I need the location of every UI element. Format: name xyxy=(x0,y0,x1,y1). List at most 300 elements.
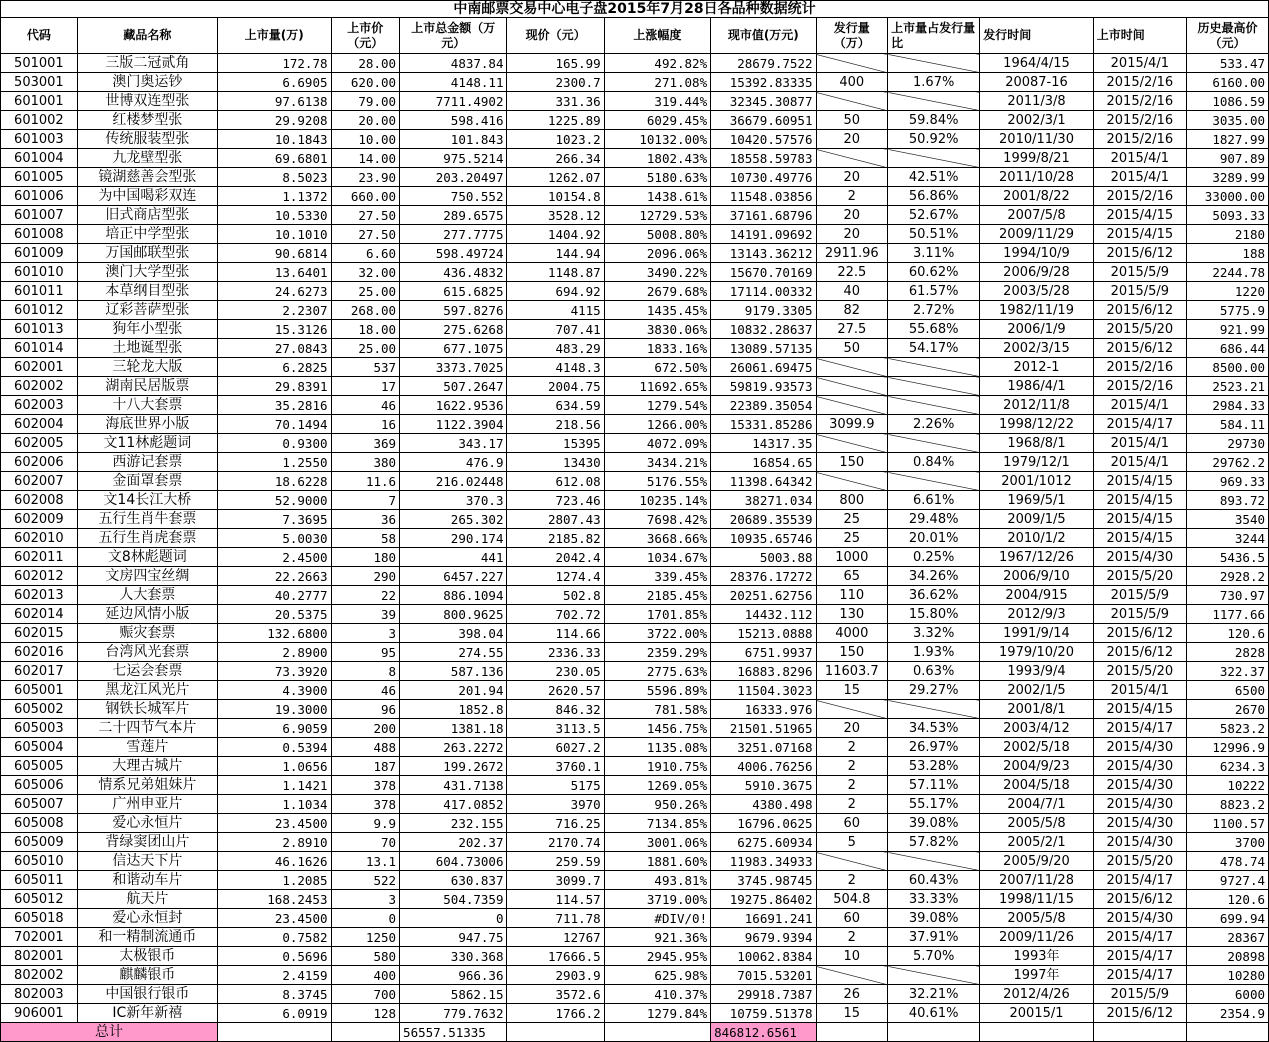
cell-listed-amount: 4837.84 xyxy=(400,54,507,73)
cell-listed-amount: 431.7138 xyxy=(400,776,507,795)
cell-code: 601010 xyxy=(1,263,78,282)
cell-rise: 3001.06% xyxy=(604,833,710,852)
cell-current-price: 114.57 xyxy=(507,890,604,909)
cell-listed-price: 268.00 xyxy=(331,301,400,320)
cell-issue-qty: 40 xyxy=(816,282,888,301)
cell-issue-date: 1986/4/1 xyxy=(980,377,1094,396)
cell-name: 台湾风光套票 xyxy=(77,643,217,662)
table-row xyxy=(1,833,1269,852)
cell-listing-date: 2015/5/9 xyxy=(1093,605,1186,624)
header-history-high: 历史最高价（元） xyxy=(1186,18,1268,54)
cell-issue-qty xyxy=(816,700,888,719)
header-listing-date: 上市时间 xyxy=(1093,18,1186,54)
cell-rise: 950.26% xyxy=(604,795,710,814)
cell-name: 传统服装型张 xyxy=(77,130,217,149)
cell-listed-qty: 10.1010 xyxy=(217,225,331,244)
cell-listing-date: 2015/2/16 xyxy=(1093,187,1186,206)
cell-code: 601007 xyxy=(1,206,78,225)
cell-issue-date: 2002/5/18 xyxy=(980,738,1094,757)
cell-listed-amount: 779.7632 xyxy=(400,1004,507,1023)
cell-market-value: 11548.03856 xyxy=(711,187,816,206)
cell-code: 605002 xyxy=(1,700,78,719)
cell-listing-date: 2015/6/12 xyxy=(1093,301,1186,320)
cell-market-value: 13089.57135 xyxy=(711,339,816,358)
cell-issue-date: 1991/9/14 xyxy=(980,624,1094,643)
cell-history-high: 2354.9 xyxy=(1186,1004,1268,1023)
cell-code: 605001 xyxy=(1,681,78,700)
cell-ratio: 56.86% xyxy=(888,187,980,206)
cell-rise: 672.50% xyxy=(604,358,710,377)
cell-ratio: 2.72% xyxy=(888,301,980,320)
cell-issue-qty: 800 xyxy=(816,491,888,510)
cell-rise: 1269.05% xyxy=(604,776,710,795)
cell-name: 中国银行银币 xyxy=(77,985,217,1004)
cell-code: 602004 xyxy=(1,415,78,434)
table-row xyxy=(1,985,1269,1004)
cell-rise: 1456.75% xyxy=(604,719,710,738)
cell-listed-amount: 1381.18 xyxy=(400,719,507,738)
cell-name: 五行生肖虎套票 xyxy=(77,529,217,548)
cell-listed-qty: 2.4500 xyxy=(217,548,331,567)
cell-issue-qty: 25 xyxy=(816,510,888,529)
cell-issue-qty: 15 xyxy=(816,681,888,700)
cell-listed-amount: 417.0852 xyxy=(400,795,507,814)
cell-listed-price: 20.00 xyxy=(331,111,400,130)
cell-name: 红楼梦型张 xyxy=(77,111,217,130)
cell-issue-date: 1993/9/4 xyxy=(980,662,1094,681)
cell-market-value: 15331.85286 xyxy=(711,415,816,434)
cell-rise: 1279.54% xyxy=(604,396,710,415)
cell-history-high: 3289.99 xyxy=(1186,168,1268,187)
cell-history-high: 584.11 xyxy=(1186,415,1268,434)
cell-code: 602016 xyxy=(1,643,78,662)
cell-listed-amount: 202.37 xyxy=(400,833,507,852)
table-row xyxy=(1,130,1269,149)
header-code: 代码 xyxy=(1,18,78,54)
table-row xyxy=(1,890,1269,909)
cell-listed-amount: 398.04 xyxy=(400,624,507,643)
cell-ratio xyxy=(888,54,980,73)
cell-history-high: 29730 xyxy=(1186,434,1268,453)
cell-listed-qty: 2.2307 xyxy=(217,301,331,320)
cell-market-value: 17114.00332 xyxy=(711,282,816,301)
cell-ratio: 34.53% xyxy=(888,719,980,738)
cell-issue-qty: 25 xyxy=(816,529,888,548)
table-row xyxy=(1,700,1269,719)
cell-history-high: 5775.9 xyxy=(1186,301,1268,320)
header-listed-qty: 上市量(万) xyxy=(217,18,331,54)
cell-rise: 492.82% xyxy=(604,54,710,73)
cell-code: 605008 xyxy=(1,814,78,833)
cell-history-high: 5823.2 xyxy=(1186,719,1268,738)
cell-issue-qty xyxy=(816,149,888,168)
cell-history-high: 5093.33 xyxy=(1186,206,1268,225)
table-row xyxy=(1,263,1269,282)
cell-rise: 11692.65% xyxy=(604,377,710,396)
cell-rise: 781.58% xyxy=(604,700,710,719)
cell-listed-price: 1250 xyxy=(331,928,400,947)
cell-name: 土地诞型张 xyxy=(77,339,217,358)
table-row xyxy=(1,529,1269,548)
cell-issue-qty: 20 xyxy=(816,168,888,187)
cell-issue-date: 1979/10/20 xyxy=(980,643,1094,662)
cell-listed-amount: 3373.7025 xyxy=(400,358,507,377)
cell-name: 文房四宝丝绸 xyxy=(77,567,217,586)
cell-listing-date: 2015/2/16 xyxy=(1093,111,1186,130)
cell-listed-price: 522 xyxy=(331,871,400,890)
cell-rise: 3830.06% xyxy=(604,320,710,339)
cell-name: 麒麟银币 xyxy=(77,966,217,985)
cell-listing-date: 2015/6/12 xyxy=(1093,339,1186,358)
cell-listing-date: 2015/4/30 xyxy=(1093,814,1186,833)
cell-listed-amount: 277.7775 xyxy=(400,225,507,244)
cell-listed-amount: 5862.15 xyxy=(400,985,507,1004)
cell-rise: 2679.68% xyxy=(604,282,710,301)
cell-issue-qty xyxy=(816,966,888,985)
cell-history-high: 20898 xyxy=(1186,947,1268,966)
cell-issue-date: 2003/5/28 xyxy=(980,282,1094,301)
cell-rise: #DIV/0! xyxy=(604,909,710,928)
cell-name: 大理古城片 xyxy=(77,757,217,776)
cell-issue-date: 2012/4/26 xyxy=(980,985,1094,1004)
cell-listed-price: 660.00 xyxy=(331,187,400,206)
cell-ratio: 0.63% xyxy=(888,662,980,681)
cell-listing-date: 2015/4/17 xyxy=(1093,947,1186,966)
total-empty xyxy=(507,1023,604,1042)
cell-current-price: 1274.4 xyxy=(507,567,604,586)
cell-listed-price: 11.6 xyxy=(331,472,400,491)
table-row xyxy=(1,225,1269,244)
total-listed-amount: 56557.51335 xyxy=(400,1023,507,1042)
cell-history-high: 120.6 xyxy=(1186,890,1268,909)
cell-code: 602005 xyxy=(1,434,78,453)
cell-name: 文8林彪题词 xyxy=(77,548,217,567)
cell-issue-date: 20087-16 xyxy=(980,73,1094,92)
cell-listing-date: 2015/6/12 xyxy=(1093,624,1186,643)
cell-market-value: 10420.57576 xyxy=(711,130,816,149)
cell-listing-date: 2015/4/17 xyxy=(1093,415,1186,434)
cell-name: 和一精制流通币 xyxy=(77,928,217,947)
cell-listing-date: 2015/4/1 xyxy=(1093,54,1186,73)
cell-listing-date: 2015/2/16 xyxy=(1093,377,1186,396)
cell-code: 605007 xyxy=(1,795,78,814)
cell-market-value: 10832.28637 xyxy=(711,320,816,339)
cell-code: 601011 xyxy=(1,282,78,301)
cell-issue-date: 1998/11/15 xyxy=(980,890,1094,909)
cell-rise: 3434.21% xyxy=(604,453,710,472)
cell-issue-date: 2004/915 xyxy=(980,586,1094,605)
cell-listed-amount: 370.3 xyxy=(400,491,507,510)
cell-rise: 3722.00% xyxy=(604,624,710,643)
cell-code: 602002 xyxy=(1,377,78,396)
cell-code: 602008 xyxy=(1,491,78,510)
cell-issue-qty: 2 xyxy=(816,928,888,947)
cell-history-high: 478.74 xyxy=(1186,852,1268,871)
cell-issue-date: 2011/10/28 xyxy=(980,168,1094,187)
cell-market-value: 3745.98745 xyxy=(711,871,816,890)
cell-name: IC新年新禧 xyxy=(77,1004,217,1023)
cell-issue-qty: 60 xyxy=(816,909,888,928)
cell-rise: 339.45% xyxy=(604,567,710,586)
cell-current-price: 3099.7 xyxy=(507,871,604,890)
cell-listing-date: 2015/4/17 xyxy=(1093,928,1186,947)
cell-name: 海底世界小版 xyxy=(77,415,217,434)
cell-issue-date: 2007/11/28 xyxy=(980,871,1094,890)
header-issue-qty: 发行量（万） xyxy=(816,18,888,54)
cell-listing-date: 2015/4/15 xyxy=(1093,510,1186,529)
header-issue-date: 发行时间 xyxy=(980,18,1094,54)
table-row xyxy=(1,472,1269,491)
cell-rise: 2185.45% xyxy=(604,586,710,605)
cell-name: 延边风情小版 xyxy=(77,605,217,624)
cell-market-value: 32345.30877 xyxy=(711,92,816,111)
cell-issue-date: 1968/8/1 xyxy=(980,434,1094,453)
cell-listed-amount: 275.6268 xyxy=(400,320,507,339)
cell-listed-amount: 750.552 xyxy=(400,187,507,206)
sheet-title: 中南邮票交易中心电子盘2015年7月28日各品种数据统计 xyxy=(1,1,1269,18)
cell-listed-qty: 2.8900 xyxy=(217,643,331,662)
cell-listed-qty: 97.6138 xyxy=(217,92,331,111)
cell-rise: 3490.22% xyxy=(604,263,710,282)
cell-issue-date: 2009/1/5 xyxy=(980,510,1094,529)
cell-listing-date: 2015/5/9 xyxy=(1093,282,1186,301)
total-empty xyxy=(217,1023,331,1042)
cell-name: 钢铁长城军片 xyxy=(77,700,217,719)
total-empty xyxy=(1186,1023,1268,1042)
cell-listed-qty: 6.2825 xyxy=(217,358,331,377)
cell-ratio: 57.11% xyxy=(888,776,980,795)
cell-ratio: 34.26% xyxy=(888,567,980,586)
cell-current-price: 702.72 xyxy=(507,605,604,624)
cell-rise: 1034.67% xyxy=(604,548,710,567)
cell-name: 爱心永恒封 xyxy=(77,909,217,928)
cell-issue-date: 2004/7/1 xyxy=(980,795,1094,814)
cell-history-high: 2180 xyxy=(1186,225,1268,244)
cell-name: 黑龙江风光片 xyxy=(77,681,217,700)
cell-listing-date: 2015/4/15 xyxy=(1093,225,1186,244)
cell-listed-price: 180 xyxy=(331,548,400,567)
header-name: 藏品名称 xyxy=(77,18,217,54)
cell-listed-qty: 1.2085 xyxy=(217,871,331,890)
cell-history-high: 28367 xyxy=(1186,928,1268,947)
cell-current-price: 6027.2 xyxy=(507,738,604,757)
table-row xyxy=(1,795,1269,814)
cell-ratio xyxy=(888,852,980,871)
cell-code: 906001 xyxy=(1,1004,78,1023)
cell-issue-qty: 50 xyxy=(816,111,888,130)
cell-market-value: 11983.34933 xyxy=(711,852,816,871)
cell-ratio: 26.97% xyxy=(888,738,980,757)
cell-issue-date: 2002/1/5 xyxy=(980,681,1094,700)
cell-name: 信达天下片 xyxy=(77,852,217,871)
cell-rise: 10132.00% xyxy=(604,130,710,149)
cell-listed-amount: 290.174 xyxy=(400,529,507,548)
cell-code: 601003 xyxy=(1,130,78,149)
cell-issue-qty xyxy=(816,358,888,377)
cell-rise: 625.98% xyxy=(604,966,710,985)
cell-history-high: 8823.2 xyxy=(1186,795,1268,814)
cell-code: 602010 xyxy=(1,529,78,548)
cell-issue-date: 2009/11/26 xyxy=(980,928,1094,947)
cell-listed-qty: 1.1421 xyxy=(217,776,331,795)
cell-current-price: 711.78 xyxy=(507,909,604,928)
cell-listed-qty: 29.9208 xyxy=(217,111,331,130)
cell-history-high: 2244.78 xyxy=(1186,263,1268,282)
cell-issue-qty xyxy=(816,396,888,415)
table-row xyxy=(1,662,1269,681)
cell-listed-price: 96 xyxy=(331,700,400,719)
cell-code: 802003 xyxy=(1,985,78,1004)
cell-listed-price: 8 xyxy=(331,662,400,681)
cell-ratio xyxy=(888,966,980,985)
cell-listing-date: 2015/4/15 xyxy=(1093,491,1186,510)
cell-history-high: 2828 xyxy=(1186,643,1268,662)
table-row xyxy=(1,320,1269,339)
cell-listed-amount: 199.2672 xyxy=(400,757,507,776)
cell-name: 文14长江大桥 xyxy=(77,491,217,510)
cell-issue-qty xyxy=(816,54,888,73)
cell-history-high: 6500 xyxy=(1186,681,1268,700)
cell-issue-date: 1993年 xyxy=(980,947,1094,966)
cell-current-price: 3528.12 xyxy=(507,206,604,225)
cell-listed-amount: 947.75 xyxy=(400,928,507,947)
cell-current-price: 331.36 xyxy=(507,92,604,111)
header-ratio: 上市量占发行量比 xyxy=(888,18,980,54)
cell-code: 601008 xyxy=(1,225,78,244)
total-empty xyxy=(980,1023,1094,1042)
cell-market-value: 14432.112 xyxy=(711,605,816,624)
cell-listing-date: 2015/4/17 xyxy=(1093,966,1186,985)
cell-market-value: 6275.60934 xyxy=(711,833,816,852)
cell-code: 802001 xyxy=(1,947,78,966)
cell-listed-amount: 232.155 xyxy=(400,814,507,833)
cell-listed-qty: 40.2777 xyxy=(217,586,331,605)
cell-listed-qty: 18.6228 xyxy=(217,472,331,491)
cell-issue-date: 2005/2/1 xyxy=(980,833,1094,852)
cell-market-value: 3251.07168 xyxy=(711,738,816,757)
cell-ratio: 29.48% xyxy=(888,510,980,529)
header-rise: 上涨幅度 xyxy=(604,18,710,54)
cell-market-value: 20251.62756 xyxy=(711,586,816,605)
cell-ratio: 57.82% xyxy=(888,833,980,852)
cell-name: 辽彩菩萨型张 xyxy=(77,301,217,320)
cell-market-value: 16883.8296 xyxy=(711,662,816,681)
cell-current-price: 707.41 xyxy=(507,320,604,339)
cell-market-value: 10062.8384 xyxy=(711,947,816,966)
cell-listed-price: 46 xyxy=(331,681,400,700)
cell-ratio: 42.51% xyxy=(888,168,980,187)
cell-current-price: 723.46 xyxy=(507,491,604,510)
cell-issue-date: 2010/1/2 xyxy=(980,529,1094,548)
cell-ratio xyxy=(888,434,980,453)
cell-issue-date: 1979/12/1 xyxy=(980,453,1094,472)
cell-current-price: 4115 xyxy=(507,301,604,320)
cell-listed-price: 9.9 xyxy=(331,814,400,833)
cell-listed-qty: 15.3126 xyxy=(217,320,331,339)
cell-listing-date: 2015/4/30 xyxy=(1093,776,1186,795)
cell-issue-qty: 2 xyxy=(816,738,888,757)
total-row xyxy=(1,1023,1269,1042)
cell-listing-date: 2015/4/1 xyxy=(1093,434,1186,453)
cell-market-value: 22389.35054 xyxy=(711,396,816,415)
cell-listed-price: 3 xyxy=(331,890,400,909)
cell-rise: 2096.06% xyxy=(604,244,710,263)
table-row xyxy=(1,187,1269,206)
cell-listed-amount: 1852.8 xyxy=(400,700,507,719)
cell-market-value: 28376.17272 xyxy=(711,567,816,586)
cell-market-value: 11504.3023 xyxy=(711,681,816,700)
header-market-value: 现市值(万元) xyxy=(711,18,816,54)
table-row xyxy=(1,947,1269,966)
cell-history-high: 29762.2 xyxy=(1186,453,1268,472)
cell-ratio: 36.62% xyxy=(888,586,980,605)
cell-code: 601001 xyxy=(1,92,78,111)
cell-listing-date: 2015/4/30 xyxy=(1093,738,1186,757)
cell-listed-amount: 886.1094 xyxy=(400,586,507,605)
cell-name: 人大套票 xyxy=(77,586,217,605)
cell-listed-amount: 4148.11 xyxy=(400,73,507,92)
table-row xyxy=(1,624,1269,643)
cell-ratio: 50.51% xyxy=(888,225,980,244)
cell-listed-amount: 598.416 xyxy=(400,111,507,130)
cell-ratio: 20.01% xyxy=(888,529,980,548)
cell-listed-qty: 24.6273 xyxy=(217,282,331,301)
cell-market-value: 15392.83335 xyxy=(711,73,816,92)
cell-listing-date: 2015/2/16 xyxy=(1093,130,1186,149)
cell-history-high: 6234.3 xyxy=(1186,757,1268,776)
cell-listing-date: 2015/2/16 xyxy=(1093,73,1186,92)
cell-history-high: 2523.21 xyxy=(1186,377,1268,396)
cell-listed-price: 22 xyxy=(331,586,400,605)
cell-listed-qty: 10.1843 xyxy=(217,130,331,149)
cell-listing-date: 2015/4/15 xyxy=(1093,700,1186,719)
cell-current-price: 2170.74 xyxy=(507,833,604,852)
cell-listed-price: 18.00 xyxy=(331,320,400,339)
cell-rise: 1435.45% xyxy=(604,301,710,320)
cell-listed-price: 14.00 xyxy=(331,149,400,168)
cell-history-high: 6000 xyxy=(1186,985,1268,1004)
cell-market-value: 14317.35 xyxy=(711,434,816,453)
cell-issue-qty: 150 xyxy=(816,453,888,472)
cell-listing-date: 2015/6/12 xyxy=(1093,643,1186,662)
cell-current-price: 3970 xyxy=(507,795,604,814)
cell-ratio: 52.67% xyxy=(888,206,980,225)
cell-ratio: 59.84% xyxy=(888,111,980,130)
cell-rise: 4072.09% xyxy=(604,434,710,453)
cell-current-price: 259.59 xyxy=(507,852,604,871)
cell-listed-qty: 6.6905 xyxy=(217,73,331,92)
cell-ratio: 39.08% xyxy=(888,909,980,928)
cell-market-value: 4380.498 xyxy=(711,795,816,814)
cell-issue-qty: 2 xyxy=(816,776,888,795)
cell-issue-date: 2001/8/22 xyxy=(980,187,1094,206)
cell-listed-qty: 4.3900 xyxy=(217,681,331,700)
cell-listed-price: 25.00 xyxy=(331,339,400,358)
cell-current-price: 1225.89 xyxy=(507,111,604,130)
cell-name: 为中国喝彩双连 xyxy=(77,187,217,206)
cell-history-high: 3700 xyxy=(1186,833,1268,852)
cell-listing-date: 2015/4/30 xyxy=(1093,833,1186,852)
cell-code: 501001 xyxy=(1,54,78,73)
cell-issue-qty xyxy=(816,852,888,871)
table-row xyxy=(1,358,1269,377)
cell-current-price: 12767 xyxy=(507,928,604,947)
cell-code: 605018 xyxy=(1,909,78,928)
cell-listed-qty: 13.6401 xyxy=(217,263,331,282)
cell-listed-price: 200 xyxy=(331,719,400,738)
cell-listing-date: 2015/5/9 xyxy=(1093,586,1186,605)
cell-ratio: 55.17% xyxy=(888,795,980,814)
